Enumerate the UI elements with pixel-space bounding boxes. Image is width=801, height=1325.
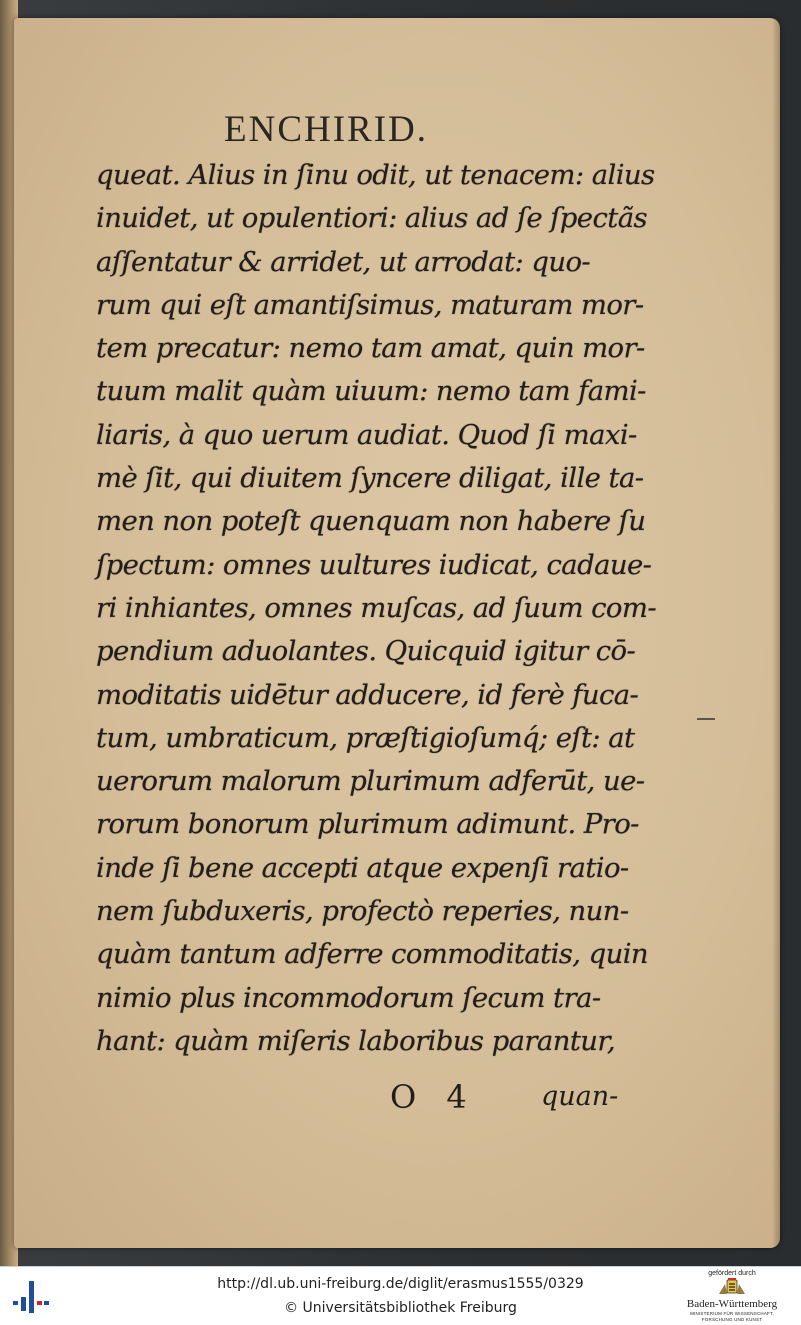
text-line: ri inhiantes, omnes muſcas, ad ſuum com- [96,591,657,624]
text-line: liaris, à quo uerum audiat. Quod ſi maxi- [96,418,637,451]
text-line: rum qui eſt amantiſsimus, maturam mor- [96,288,644,321]
text-line: aſſentatur & arridet, ut arrodat: quo- [96,245,591,278]
permalink-url[interactable]: http://dl.ub.uni-freiburg.de/diglit/erasmus1555/0329 [217,1276,584,1292]
page-edge-shadow [772,18,780,1248]
text-line: hant: quàm miſeris laboribus parantur, [96,1024,616,1057]
text-line: tem precatur: nemo tam amat, quin mor- [96,332,645,365]
text-line: queat. Alius in ſinu odit, ut tenacem: alius [96,159,655,191]
funder-ministry: MINISTERIUM FÜR WISSENSCHAFT, FORSCHUNG UND KUNST [690,1311,774,1322]
viewer-footer [0,1266,801,1325]
copyright-notice: © Universitätsbibliothek Freiburg [284,1300,517,1316]
funder-name: Baden-Württemberg [686,1298,778,1310]
text-line: tuum malit quàm uiuum: nemo tam fami- [96,375,646,408]
text-line: inde ſi bene accepti atque expenſi ratio- [96,851,629,884]
text-line: quàm tantum adferre commoditatis, quin [96,938,649,971]
text-line: uerorum malorum plurimum adferūt, ue- [96,765,645,798]
margin-mark [697,718,715,720]
text-line: mè ſit, qui diuitem ſyncere diligat, ille ta- [96,462,644,495]
text-line: nimio plus incommodorum ſecum tra- [96,981,601,1014]
text-line: rorum bonorum plurimum adimunt. Pro- [96,808,639,841]
catchword: quan- [541,1081,619,1112]
text-line: moditatis uidētur adducere, id ferè fuca- [96,678,639,711]
text-line: inuidet, ut opulentiori: alius ad ſe ſpectãs [96,202,648,235]
coat-of-arms-icon [715,1278,749,1298]
text-line: ſpectum: omnes uultures iudicat, cadaue- [96,548,652,581]
running-head: ENCHIRID. [224,109,429,150]
text-line: men non poteſt quenquam non habere ſu [96,505,646,538]
text-line: tum, umbraticum, præſtigioſumq́; eſt: at [96,721,635,754]
funder-block [676,1269,788,1323]
text-line: pendium aduolantes. Quicquid igitur cō- [96,635,636,668]
page-text-block [96,154,657,1063]
text-line: nem ſubduxeris, profectò reperies, nun- [96,895,629,928]
signature-mark: O 4 [390,1078,477,1116]
funder-label: gefördert durch [708,1270,756,1277]
